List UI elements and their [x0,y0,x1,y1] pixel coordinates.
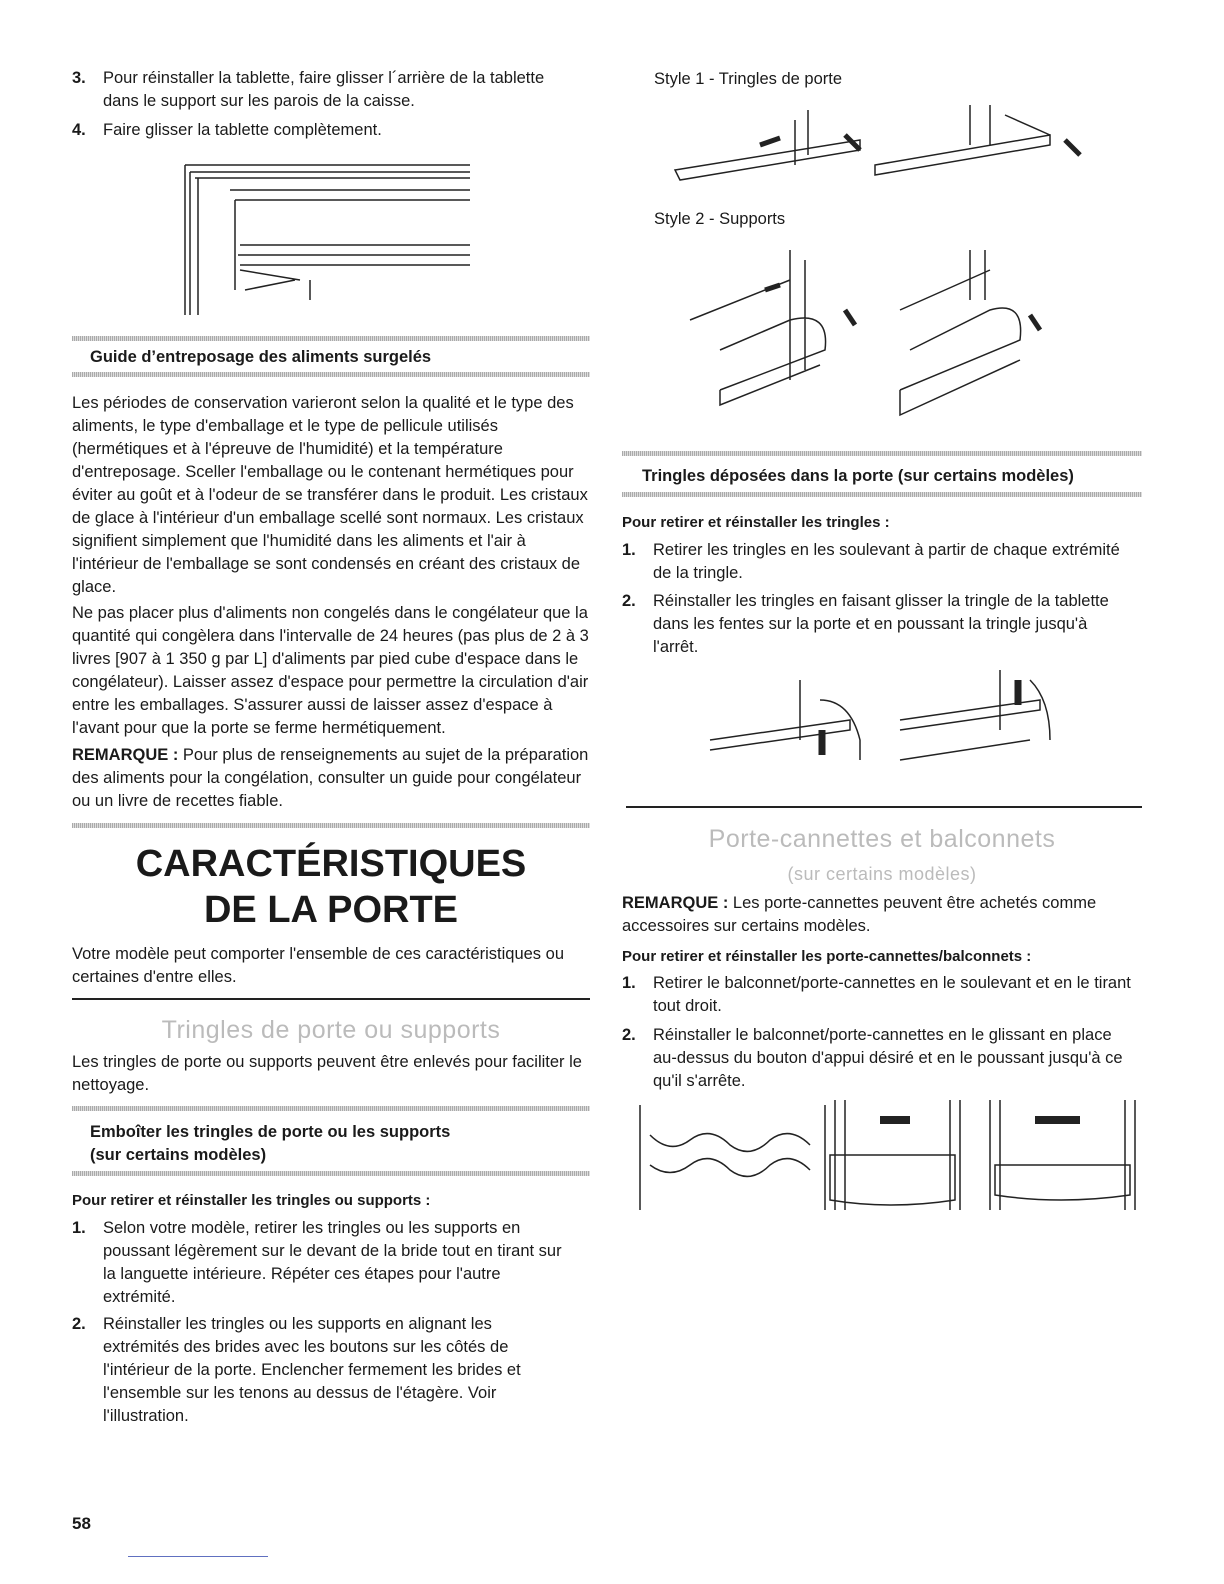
rails-text: Les tringles de porte ou supports peuvent être enlevés pour faciliter le nettoyage. [72,1053,582,1094]
drop-step-1: 1. Retirer les tringles en les soulevant à partir de chaque extrémité de la tringle. [622,541,1120,582]
shelf-illustration [180,150,480,320]
can-step-2: 2. Réinstaller le balconnet/porte-cannettes en le glissant en place au-dessus du bouton d'appui désiré et en le poussant jusqu'à ce qu'il s'arrête. [622,1026,1123,1090]
divider [72,823,590,828]
divider [622,492,1142,497]
right-column [622,68,1142,1215]
divider [622,451,1142,456]
style-1-label: Style 1 - Tringles de porte [654,70,843,88]
intro-text: Votre modèle peut comporter l'ensemble de ces caractéristiques ou certaines d'entre elles. [72,945,564,986]
snap-step-2: 2. Réinstaller les tringles ou les supports en alignant les extrémités des brides avec les boutons sur les côtés de l'intérieur de la porte. Enclencher fermement les brides et l'ensemble sur les tenons au dessus de l'étagère. Voir l'illustration. [72,1315,521,1425]
frozen-remark: REMARQUE : Pour plus de renseignements au sujet de la préparation des aliments pour la congélation, consulter un guide pour congélateur ou un livre de recettes fiable. [72,746,589,810]
can-holder-illustration [630,1095,1140,1215]
can-remark: REMARQUE : Les porte-cannettes peuvent être achetés comme accessoires sur certains modèles. [622,894,1097,935]
rule [72,998,590,1000]
divider [72,1171,590,1176]
can-subheading: Pour retirer et réinstaller les porte-cannettes/balconnets : [622,948,1032,965]
divider [72,336,590,341]
footer-line [128,1556,268,1557]
door-rails-style-1-illustration [670,95,1090,195]
step-3: 3. Pour réinstaller la tablette, faire glisser l´arrière de la tablette dans le support sur les parois de la caisse. [72,69,545,110]
section-title: CARACTÉRISTIQUES DE LA PORTE [135,843,527,931]
can-holder-heading: Porte-cannettes et balconnets [708,825,1056,853]
snap-heading: Emboîter les tringles de porte ou les supports (sur certains modèles) [90,1123,451,1164]
divider [72,1106,590,1111]
divider [72,372,590,377]
left-column [72,67,590,1428]
rule [626,806,1142,808]
page-number: 58 [72,1514,91,1533]
style-2-label: Style 2 - Supports [654,210,786,228]
drop-in-subheading: Pour retirer et réinstaller les tringles : [622,514,890,531]
step-4: 4. Faire glisser la tablette complètement. [72,121,382,139]
can-holder-subheading: (sur certains modèles) [787,864,977,884]
snap-subheading: Pour retirer et réinstaller les tringles ou supports : [72,1192,431,1209]
frozen-paragraph-1: Les périodes de conservation varieront selon la qualité et le type des aliments, le type d'emballage et le type de pellicule utilisés (hermétiques et à l'épreuve de l'humidité) et la température d'entreposage. Sceller l'emballage ou le contenant hermétiques pour éviter au goût et à l'odeur de se transférer dans le produit. Les cristaux de glace à l'intérieur d'un emballage scellé sont normaux. Les cristaux signifient simplement que l'humidité dans les aliments et l'air à l'intérieur de l'emballage se sont condensés en créant des cristaux de glace. [72,394,588,596]
can-step-1: 1. Retirer le balconnet/porte-cannettes en le soulevant et en le tirant tout droit. [622,974,1131,1015]
frozen-food-heading: Guide d’entreposage des aliments surgelés [90,348,432,366]
door-bins-style-2-illustration [680,240,1060,425]
rails-heading: Tringles de porte ou supports [161,1016,501,1044]
frozen-paragraph-2: Ne pas placer plus d'aliments non congelés dans le congélateur que la quantité qui congèlera dans l'intervalle de 24 heures (pas plus de 2 à 3 livres [907 à 1 350 g par L] d'aliments par pied cube d'espace dans le congélateur). Laisser assez d'espace pour permettre la circulation d'air entre les emballages. S'assurer aussi de laisser assez d'espace à l'avant pour que la porte se ferme hermétiquement. [72,604,589,737]
drop-in-rails-illustration [700,660,1060,780]
drop-in-heading: Tringles déposées dans la porte (sur certains modèles) [642,467,1074,485]
snap-step-1: 1. Selon votre modèle, retirer les tringles ou les supports en poussant légèrement sur le devant de la bride tout en tirant sur la languette intérieure. Répéter ces étapes pour l'autre extrémité. [72,1219,562,1306]
drop-step-2: 2. Réinstaller les tringles en faisant glisser la tringle de la tablette dans les fentes sur la porte et en poussant la tringle jusqu'à l'arrêt. [622,592,1109,656]
